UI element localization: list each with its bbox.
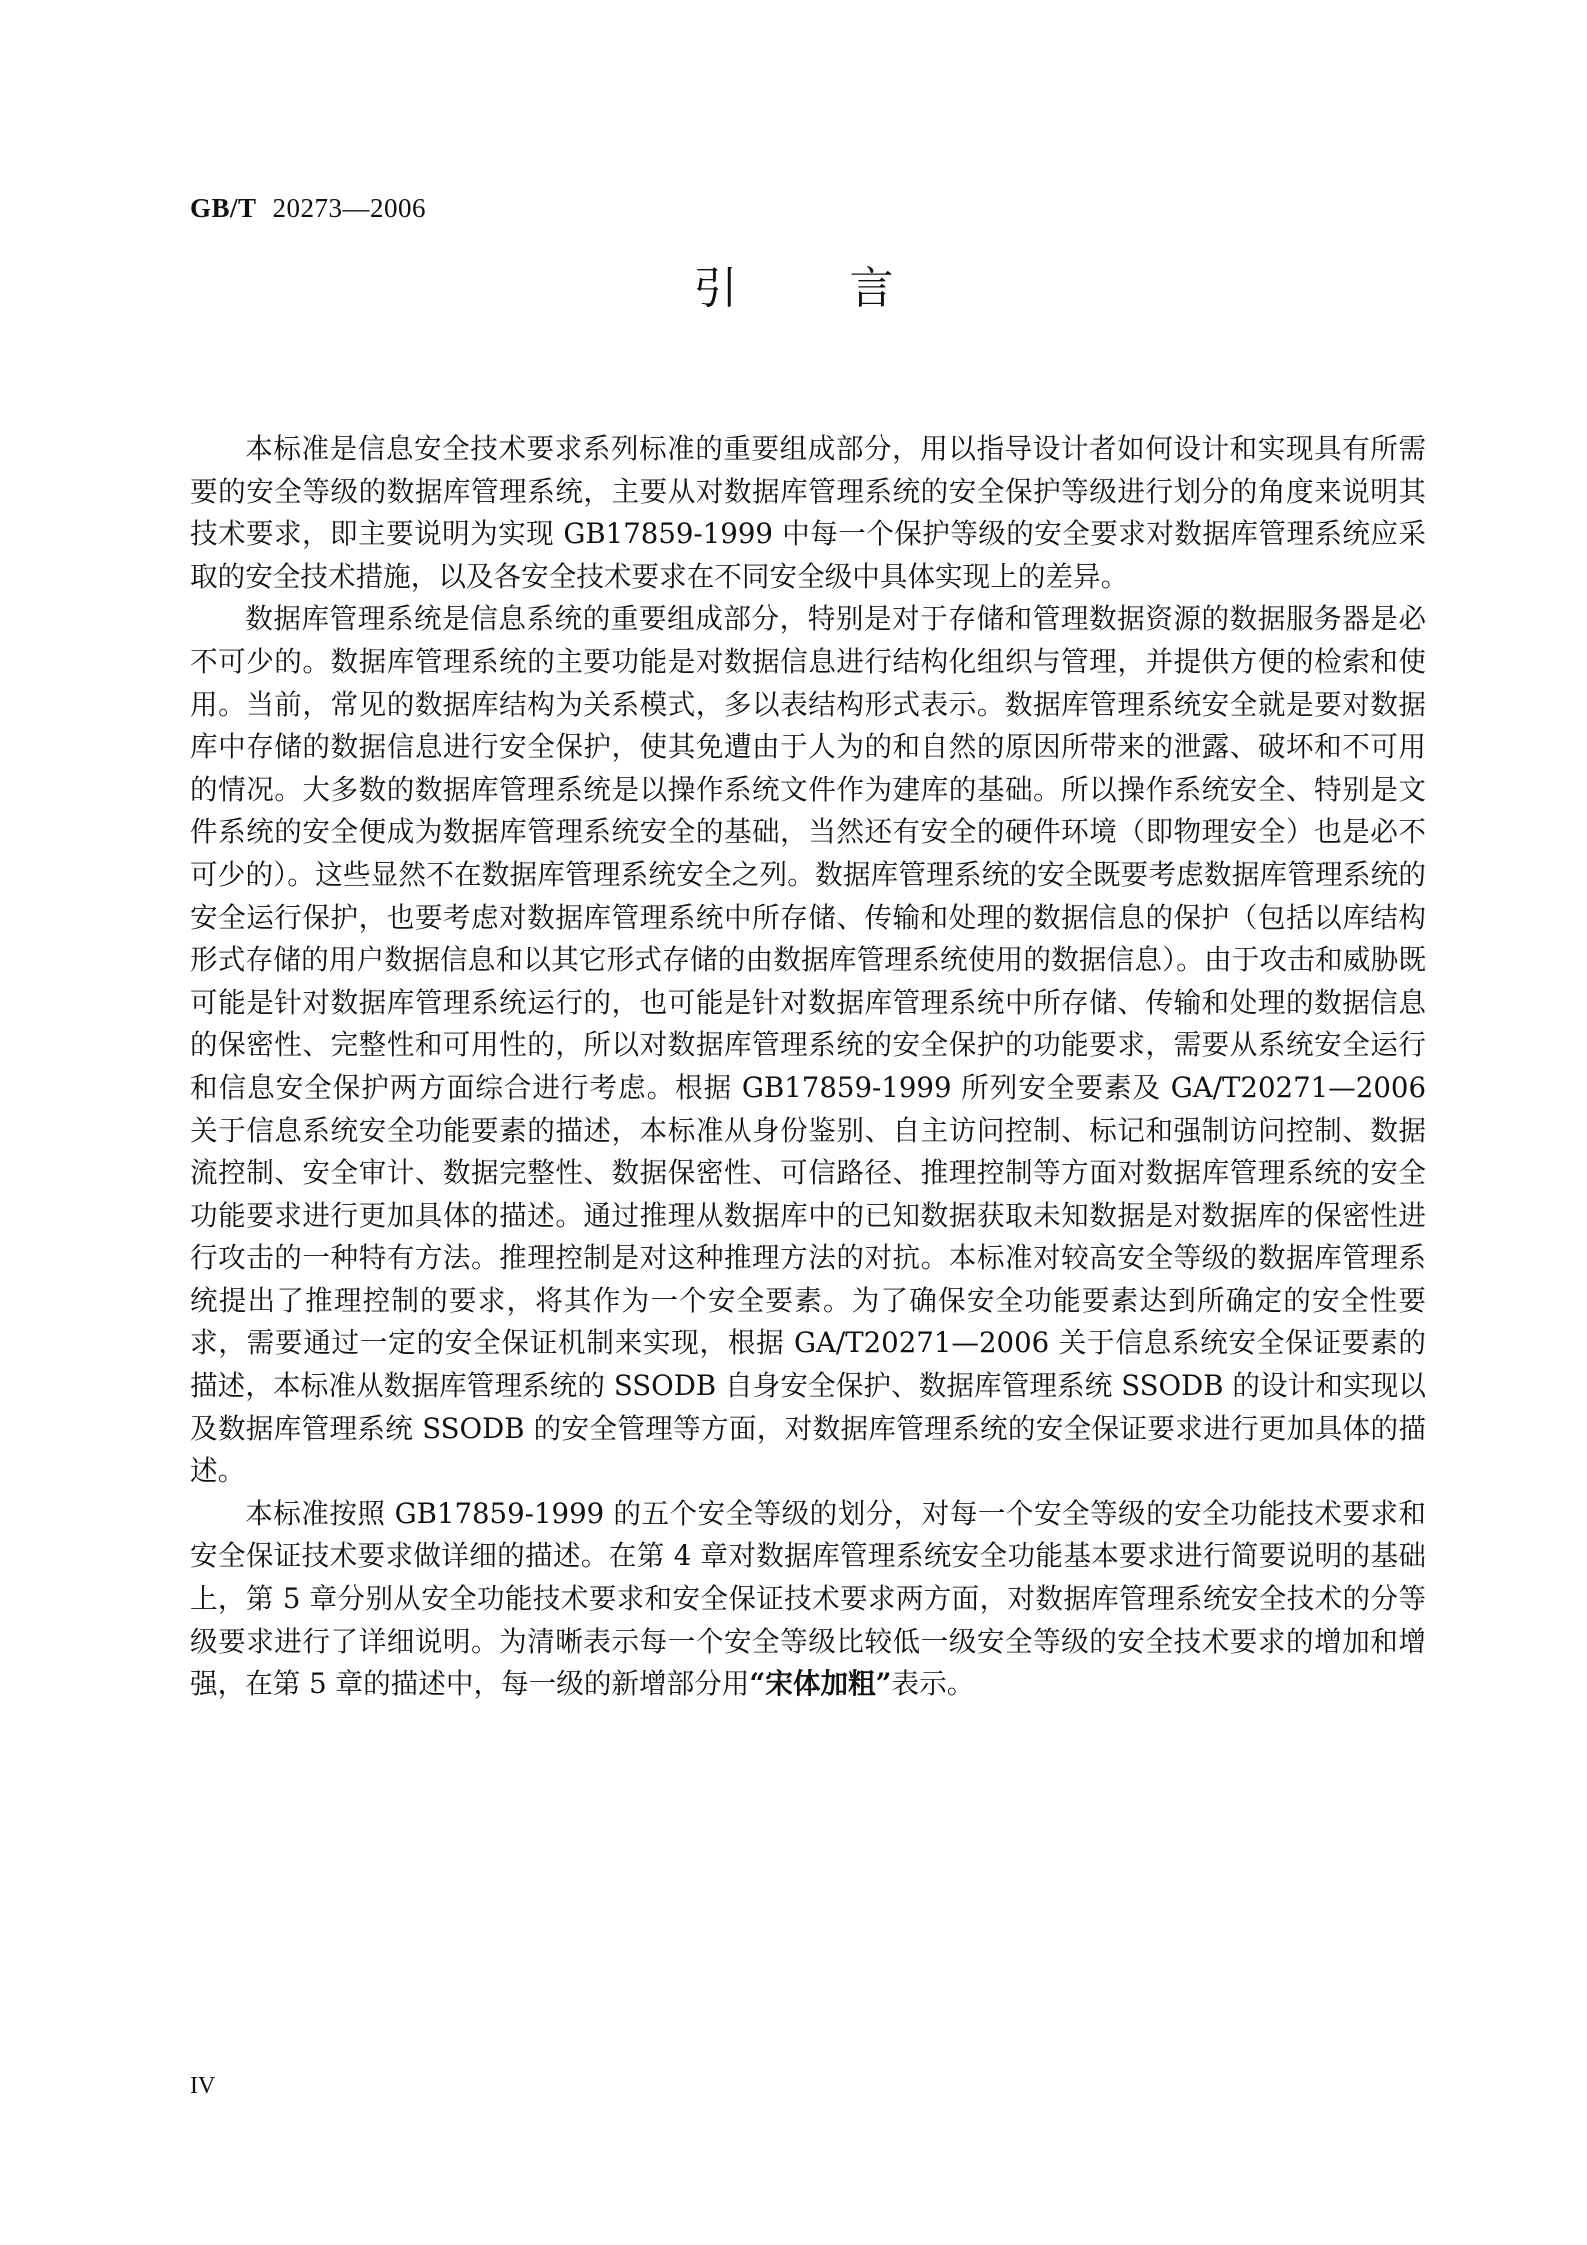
paragraph-3-text: 本标准按照 GB17859-1999 的五个安全等级的划分，对每一个安全等级的安全功能技术要求和安全保证技术要求做详细的描述。在第 4 章对数据库管理系统安全功能基本要求进行简要说明的基础上，第 5 章分别从安全功能技术要求和安全保证技术要求两方面，对数据库管理系统安全技术的分等级要求进行了详细说明。为清晰表示每一个安全等级比较低一级安全等级的安全技术要求的增加和增强，在第 5 章的描述中，每一级的新增部分用	[190, 1496, 1426, 1701]
paragraph-2: 数据库管理系统是信息系统的重要组成部分，特别是对于存储和管理数据资源的数据服务器是必不可少的。数据库管理系统的主要功能是对数据信息进行结构化组织与管理，并提供方便的检索和使用。当前，常见的数据库结构为关系模式，多以表结构形式表示。数据库管理系统安全就是要对数据库中存储的数据信息进行安全保护，使其免遭由于人为的和自然的原因所带来的泄露、破坏和不可用的情况。大多数的数据库管理系统是以操作系统文件作为建库的基础。所以操作系统安全、特别是文件系统的安全便成为数据库管理系统安全的基础，当然还有安全的硬件环境（即物理安全）也是必不可少的）。这些显然不在数据库管理系统安全之列。数据库管理系统的安全既要考虑数据库管理系统的安全运行保护，也要考虑对数据库管理系统中所存储、传输和处理的数据信息的保护（包括以库结构形式存储的用户数据信息和以其它形式存储的由数据库管理系统使用的数据信息）。由于攻击和威胁既可能是针对数据库管理系统运行的，也可能是针对数据库管理系统中所存储、传输和处理的数据信息的保密性、完整性和可用性的，所以对数据库管理系统的安全保护的功能要求，需要从系统安全运行和信息安全保护两方面综合进行考虑。根据 GB17859-1999 所列安全要素及 GA/T20271—2006 关于信息系统安全功能要素的描述，本标准从身份鉴别、自主访问控制、标记和强制访问控制、数据流控制、安全审计、数据完整性、数据保密性、可信路径、推理控制等方面对数据库管理系统的安全功能要求进行更加具体的描述。通过推理从数据库中的已知数据获取未知数据是对数据库的保密性进行攻击的一种特有方法。推理控制是对这种推理方法的对抗。本标准对较高安全等级的数据库管理系统提出了推理控制的要求，将其作为一个安全要素。为了确保安全功能要素达到所确定的安全性要求，需要通过一定的安全保证机制来实现，根据 GA/T20271—2006 关于信息系统安全保证要素的描述，本标准从数据库管理系统的 SSODB 自身安全保护、数据库管理系统 SSODB 的设计和实现以及数据库管理系统 SSODB 的安全管理等方面，对数据库管理系统的安全保证要求进行更加具体的描述。	[190, 602, 1426, 1488]
page-title: 引言	[693, 263, 1006, 314]
paragraph-3-text-end: 表示。	[891, 1667, 975, 1701]
standard-code	[190, 190, 426, 226]
page-number: IV	[190, 2073, 216, 2099]
paragraph-1: 本标准是信息安全技术要求系列标准的重要组成部分，用以指导设计者如何设计和实现具有所需要的安全等级的数据库管理系统，主要从对数据库管理系统的安全保护等级进行划分的角度来说明其技术要求，即主要说明为实现 GB17859-1999 中每一个保护等级的安全要求对数据库管理系统应采取的安全技术措施，以及各安全技术要求在不同安全级中具体实现上的差异。	[190, 432, 1426, 593]
paragraph-3	[190, 1493, 1426, 1706]
body-text	[190, 428, 1426, 1706]
paragraph-3-bold-text: “宋体加粗”	[749, 1667, 892, 1701]
standard-code-prefix: GB/T	[190, 193, 257, 223]
standard-code-number: 20273—2006	[272, 193, 427, 223]
